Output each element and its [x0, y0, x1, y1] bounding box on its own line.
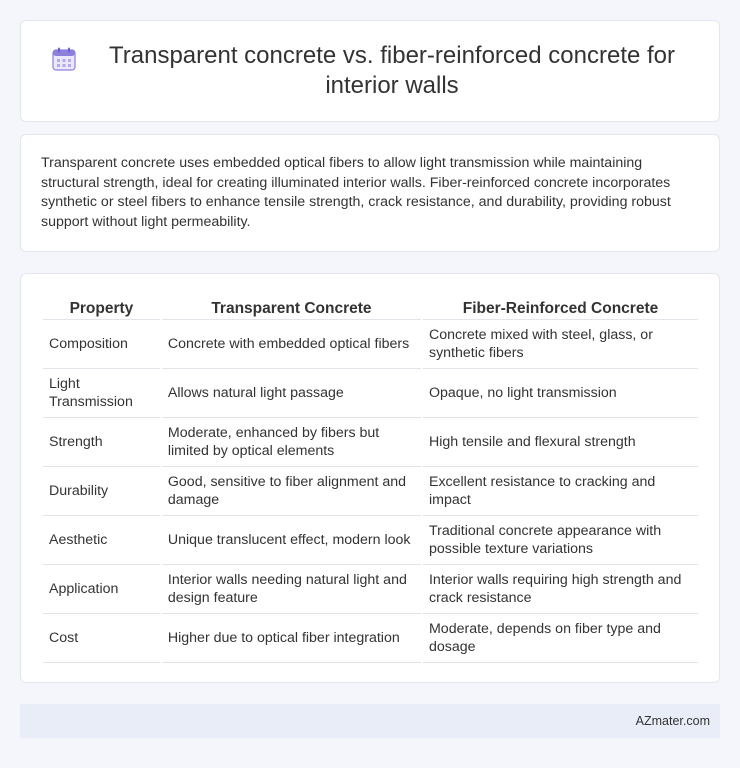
comparison-table	[41, 294, 700, 663]
table-row	[43, 320, 698, 369]
summary-card	[20, 134, 720, 252]
table-cell-transparent: Allows natural light passage	[162, 369, 421, 418]
table-row	[43, 369, 698, 418]
table-cell-transparent: Good, sensitive to fiber alignment and damage	[162, 467, 421, 516]
title-wrap	[21, 41, 719, 101]
comparison-table-card	[20, 273, 720, 683]
table-cell-transparent: Interior walls needing natural light and design feature	[162, 565, 421, 614]
footer	[20, 704, 720, 738]
table-cell-property: Composition	[43, 320, 160, 369]
table-cell-transparent: Concrete with embedded optical fibers	[162, 320, 421, 369]
table-header-row	[43, 294, 698, 320]
table-cell-property: Durability	[43, 467, 160, 516]
column-header-fiber: Fiber-Reinforced Concrete	[423, 294, 698, 320]
table-cell-property: Strength	[43, 418, 160, 467]
table-cell-transparent: Unique translucent effect, modern look	[162, 516, 421, 565]
table-row	[43, 467, 698, 516]
table-cell-fiber: Concrete mixed with steel, glass, or synthetic fibers	[423, 320, 698, 369]
table-cell-property: Light Transmission	[43, 369, 160, 418]
column-header-transparent: Transparent Concrete	[162, 294, 421, 320]
table-cell-property: Aesthetic	[43, 516, 160, 565]
table-row	[43, 418, 698, 467]
table-cell-fiber: Traditional concrete appearance with possible texture variations	[423, 516, 698, 565]
table-cell-fiber: High tensile and flexural strength	[423, 418, 698, 467]
column-header-property: Property	[43, 294, 160, 320]
page-title: Transparent concrete vs. fiber-reinforced concrete for interior walls	[108, 42, 676, 99]
table-row	[43, 516, 698, 565]
table-cell-fiber: Moderate, depends on fiber type and dosage	[423, 614, 698, 663]
table-cell-transparent: Higher due to optical fiber integration	[162, 614, 421, 663]
table-cell-property: Cost	[43, 614, 160, 663]
calendar-icon	[51, 46, 77, 72]
table-cell-fiber: Opaque, no light transmission	[423, 369, 698, 418]
table-row	[43, 614, 698, 663]
table-row	[43, 565, 698, 614]
table-cell-property: Application	[43, 565, 160, 614]
footer-brand: AZmater.com	[635, 714, 710, 728]
title-card	[20, 20, 720, 122]
table-cell-transparent: Moderate, enhanced by fibers but limited by optical elements	[162, 418, 421, 467]
table-cell-fiber: Excellent resistance to cracking and impact	[423, 467, 698, 516]
table-cell-fiber: Interior walls requiring high strength and crack resistance	[423, 565, 698, 614]
summary-text: Transparent concrete uses embedded optical fibers to allow light transmission while maintaining structural strength, ideal for creating illuminated interior walls. Fiber-reinforced concrete incorporates synthetic or steel fibers to enhance tensile strength, crack resistance, and durability, providing robust support without light permeability.	[41, 155, 671, 230]
